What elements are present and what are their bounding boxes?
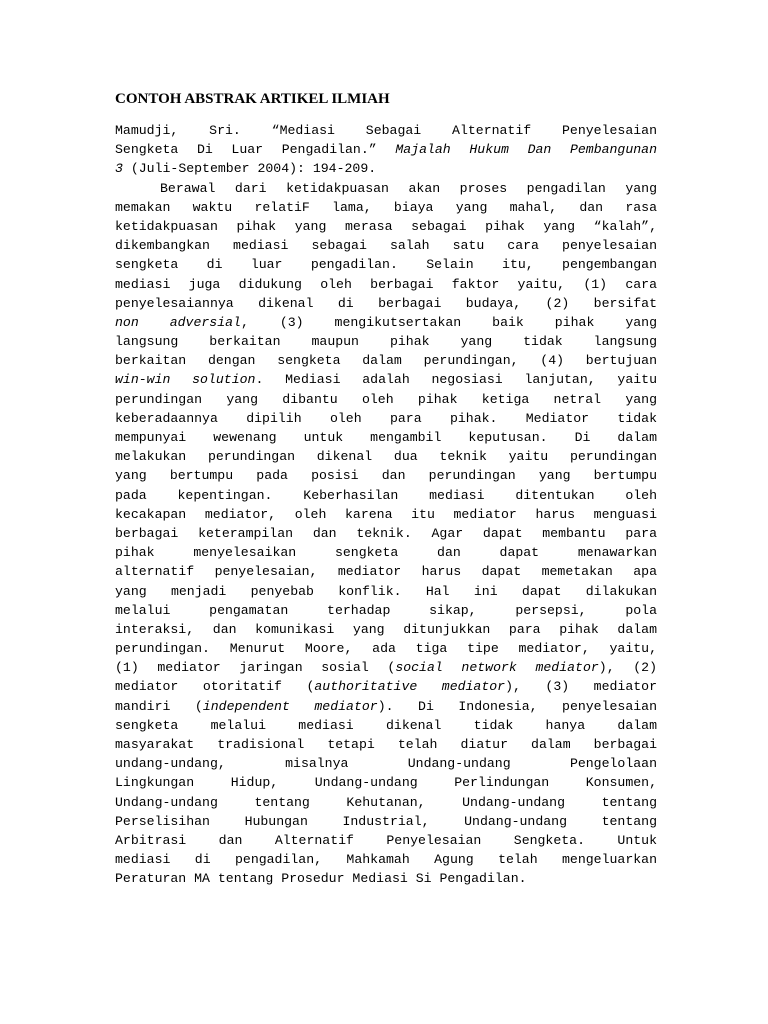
italic-text: Majalah Hukum Dan Pembangunan: [395, 142, 658, 158]
text-run: melalui pengamatan terhadap sikap, persepsi, pola: [115, 602, 657, 618]
paragraph-line: [115, 275, 657, 294]
text-run: Undang-undang tentang Kehutanan, Undang-undang tentang: [115, 794, 657, 810]
paragraph-line: [115, 601, 657, 620]
paragraph-line: [115, 198, 657, 217]
text-run: Lingkungan Hidup, Undang-undang Perlindungan Konsumen,: [115, 775, 657, 791]
text-run: Peraturan MA tentang Prosedur Mediasi Si Pengadilan.: [115, 871, 527, 887]
text-run: Berawal dari ketidakpuasan akan proses pengadilan yang: [160, 180, 657, 196]
italic-text: social network mediator: [395, 660, 599, 676]
text-run: berkaitan dengan sengketa dalam perundingan, (4) bertujuan: [115, 353, 657, 369]
text-run: Arbitrasi dan Alternatif Penyelesaian Sengketa. Untuk: [115, 832, 657, 848]
text-run: ketidakpuasan pihak yang merasa sebagai pihak yang “kalah”,: [115, 218, 657, 234]
paragraph-line: [115, 735, 657, 754]
italic-text: authoritative mediator: [314, 679, 506, 695]
paragraph-line: [115, 466, 657, 485]
text-run: melakukan perundingan dikenal dua teknik yaitu perundingan: [115, 449, 657, 465]
text-run: ). Di Indonesia, penyelesaian: [377, 698, 657, 714]
paragraph-line: [115, 447, 657, 466]
text-run: perundingan yang dibantu oleh pihak ketiga netral yang: [115, 391, 657, 407]
paragraph-line: [115, 332, 657, 351]
text-run: (1) mediator jaringan sosial (: [115, 660, 396, 676]
text-run: sengketa melalui mediasi dikenal tidak hanya dalam: [115, 717, 657, 733]
text-run: pihak menyelesaikan sengketa dan dapat menawarkan: [115, 545, 657, 561]
italic-text: independent mediator: [202, 698, 378, 714]
text-run: dikembangkan mediasi sebagai salah satu cara penyelesaian: [115, 238, 657, 254]
text-run: ), (2): [598, 660, 657, 676]
paragraph-line: [115, 754, 657, 773]
paragraph-line: [115, 562, 657, 581]
text-run: interaksi, dan komunikasi yang ditunjukkan para pihak dalam: [115, 621, 657, 637]
text-run: mediasi juga didukung oleh berbagai faktor yaitu, (1) cara: [115, 276, 657, 292]
text-run: perundingan. Menurut Moore, ada tiga tipe mediator, yaitu,: [115, 641, 657, 657]
paragraph-line: [115, 850, 657, 869]
text-run: ), (3) mediator: [505, 679, 657, 695]
paragraph-line: [115, 716, 657, 735]
paragraph-line: [115, 620, 657, 639]
citation-line: [115, 121, 657, 140]
paragraph-line: [115, 409, 657, 428]
paragraph-line: [115, 294, 657, 313]
paragraph-line: [115, 236, 657, 255]
text-run: undang-undang, misalnya Undang-undang Pengelolaan: [115, 756, 657, 772]
text-run: mandiri (: [115, 698, 203, 714]
text-run: sengketa di luar pengadilan. Selain itu, pengembangan: [115, 257, 657, 273]
paragraph-line: [115, 351, 657, 370]
citation-line: [115, 159, 657, 178]
paragraph-line: [115, 428, 657, 447]
text-run: alternatif penyelesaian, mediator harus dapat memetakan apa: [115, 564, 657, 580]
paragraph-line: [115, 773, 657, 792]
text-run: mediasi di pengadilan, Mahkamah Agung telah mengeluarkan: [115, 852, 657, 868]
paragraph-line: [115, 505, 657, 524]
text-run: mempunyai wewenang untuk mengambil keputusan. Di dalam: [115, 430, 657, 445]
text-run: , (3) mengikutsertakan baik pihak yang: [240, 314, 657, 330]
paragraph-line: [115, 524, 657, 543]
text-run: berbagai keterampilan dan teknik. Agar dapat membantu para: [115, 525, 657, 541]
paragraph-line: [115, 390, 657, 409]
text-run: langsung berkaitan maupun pihak yang tidak langsung: [115, 334, 657, 350]
paragraph-line: [115, 255, 657, 274]
text-run: memakan waktu relatiF lama, biaya yang mahal, dan rasa: [115, 199, 657, 215]
paragraph-line: [115, 313, 657, 332]
document-title: CONTOH ABSTRAK ARTIKEL ILMIAH: [115, 91, 390, 107]
text-run: yang bertumpu pada posisi dan perundingan yang bertumpu: [115, 468, 657, 484]
paragraph-line: [115, 677, 657, 696]
citation-line: [115, 140, 657, 159]
paragraph-line: [115, 217, 657, 236]
text-run: masyarakat tradisional tetapi telah diatur dalam berbagai: [115, 737, 657, 752]
text-run: kecakapan mediator, oleh karena itu mediator harus menguasi: [115, 506, 657, 522]
paragraph-line: [115, 639, 657, 658]
paragraph-line: [115, 812, 657, 831]
citation: [115, 121, 657, 179]
text-run: Mamudji, Sri. “Mediasi Sebagai Alternatif Penyelesaian: [115, 123, 657, 138]
italic-text: win-win solution: [115, 372, 256, 388]
paragraph-line: [115, 370, 657, 389]
text-run: (Juli-September 2004): 194-209.: [122, 161, 377, 177]
abstract-body: [115, 121, 657, 889]
paragraph-line: [115, 179, 657, 198]
text-run: keberadaannya dipilih oleh para pihak. Mediator tidak: [115, 410, 657, 426]
text-run: Perselisihan Hubungan Industrial, Undang-undang tentang: [115, 813, 657, 829]
paragraph-line: [115, 543, 657, 562]
paragraph-line: [115, 831, 657, 850]
text-run: pada kepentingan. Keberhasilan mediasi ditentukan oleh: [115, 487, 657, 503]
paragraph-line: [115, 582, 657, 601]
abstract-paragraph: [115, 179, 657, 889]
italic-text: non adversial: [115, 314, 241, 330]
text-run: yang menjadi penyebab konflik. Hal ini dapat dilakukan: [115, 583, 657, 599]
text-run: penyelesaiannya dikenal di berbagai budaya, (2) bersifat: [115, 295, 657, 311]
italic-text: 3: [115, 161, 123, 177]
text-run: . Mediasi adalah negosiasi lanjutan, yaitu: [255, 372, 657, 388]
paragraph-line: [115, 486, 657, 505]
text-run: Sengketa Di Luar Pengadilan.”: [115, 142, 396, 158]
paragraph-line: [115, 869, 657, 888]
paragraph-line: [115, 697, 657, 716]
paragraph-line: [115, 793, 657, 812]
paragraph-line: [115, 658, 657, 677]
text-run: mediator otoritatif (: [115, 679, 315, 695]
